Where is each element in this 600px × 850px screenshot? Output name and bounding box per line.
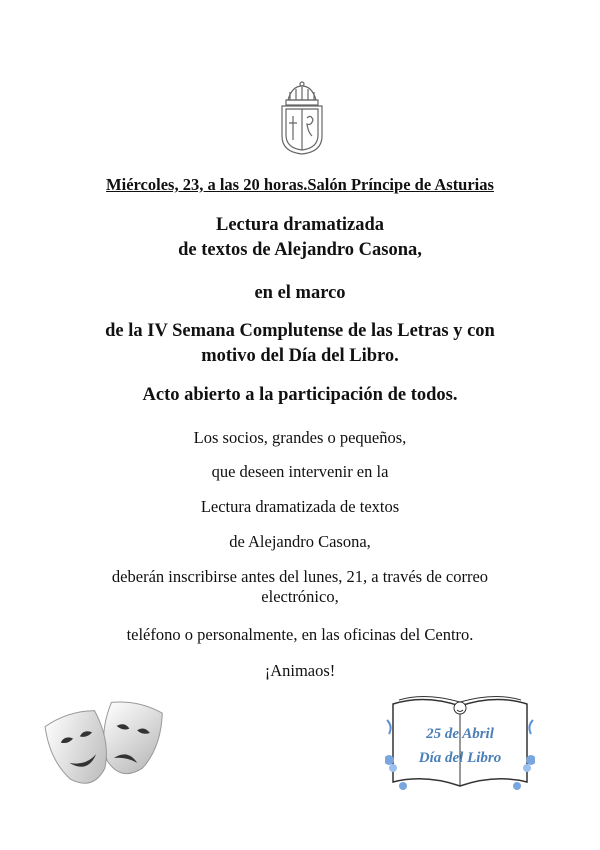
body-line: de Alejandro Casona, [229, 532, 371, 551]
book-date-text: 25 de Abril [426, 726, 494, 742]
event-title [0, 213, 600, 263]
signup-line: electrónico, [261, 587, 339, 606]
coat-of-arms-icon [278, 80, 326, 156]
event-title-line: Lectura dramatizada [215, 215, 384, 235]
signup-instructions [0, 567, 600, 607]
closing-line: ¡Animaos! [264, 661, 336, 680]
event-title-line: de textos de Alejandro Casona, [178, 240, 422, 260]
open-call: Acto abierto a la participación de todos. [142, 385, 458, 405]
open-book-drawing [385, 690, 535, 795]
event-date-location: Miércoles, 23, a las 20 horas.Salón Príncipe de Asturias [106, 175, 494, 194]
theater-masks-icon [38, 695, 178, 795]
event-occasion [0, 319, 600, 369]
body-line: Lectura dramatizada de textos [200, 497, 400, 516]
body-line: que deseen intervenir en la [211, 462, 389, 481]
event-frame: en el marco [254, 283, 346, 303]
book-title-text: Día del Libro [418, 750, 502, 766]
contact-line: teléfono o personalmente, en las oficinas del Centro. [126, 625, 474, 644]
body-line: Los socios, grandes o pequeños, [193, 428, 407, 447]
signup-line: deberán inscribirse antes del lunes, 21, a través de correo [111, 567, 489, 586]
open-book-icon [385, 690, 535, 795]
event-occasion-line: motivo del Día del Libro. [201, 346, 399, 366]
event-occasion-line: de la IV Semana Complutense de las Letras y con [105, 321, 495, 341]
